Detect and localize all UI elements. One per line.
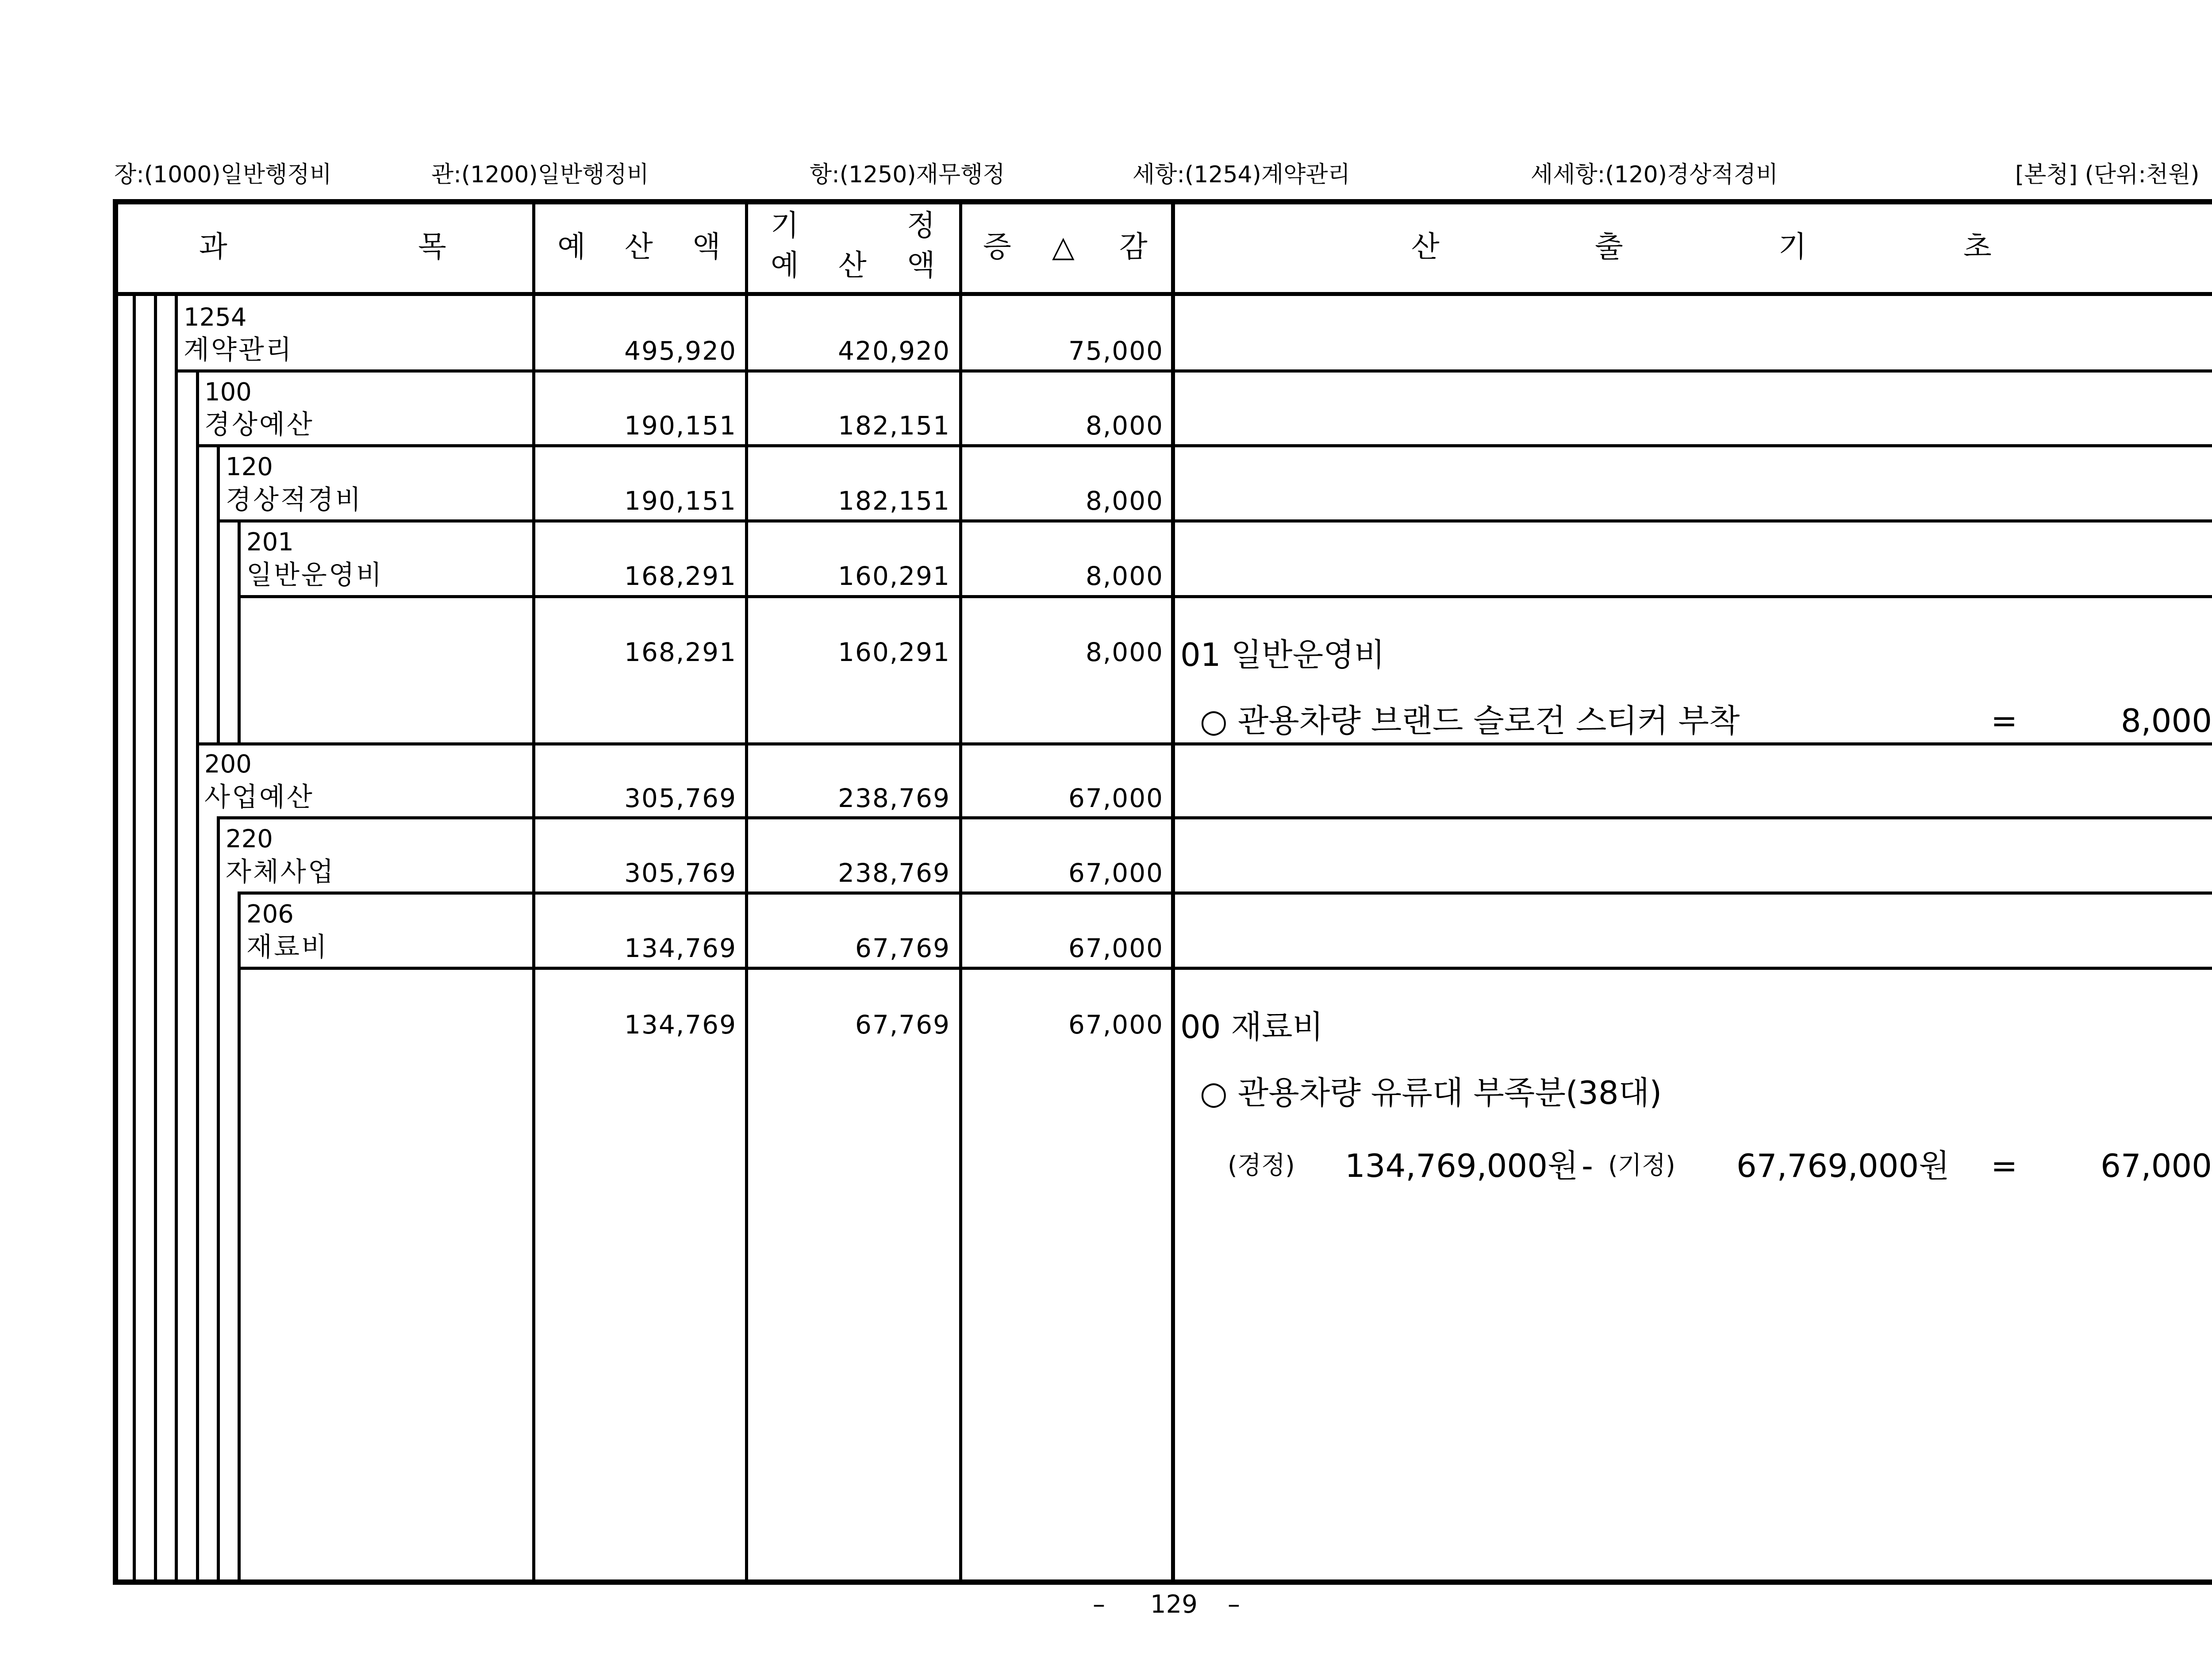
row-200-prior: 238,769 xyxy=(838,783,950,813)
col-basis-a: 산 xyxy=(1411,230,1440,264)
row-206-detail-prior: 67,769 xyxy=(855,1010,950,1040)
row-1254-code: 1254 xyxy=(184,303,247,332)
col-basis-b: 출 xyxy=(1595,230,1623,264)
indent-line-6a xyxy=(238,521,241,744)
col-basis-c: 기 xyxy=(1778,230,1807,264)
row-rule-8 xyxy=(238,967,2212,970)
basis-item1-line: ○ 관용차량 브랜드 슬로건 스티커 부착 xyxy=(1200,702,1740,739)
header-rule xyxy=(113,292,2212,296)
row-1254-diff: 75,000 xyxy=(1068,336,1164,366)
header-unit: [본청] (단위:천원) xyxy=(2015,161,2200,188)
row-120-prior: 182,151 xyxy=(838,486,950,516)
row-201-detail-diff: 8,000 xyxy=(1085,637,1164,667)
col-prior-a: 기 xyxy=(771,208,799,242)
indent-line-6b xyxy=(238,893,241,1585)
basis-item2-label1: (경정) xyxy=(1228,1151,1295,1180)
row-200-name: 사업예산 xyxy=(204,782,314,813)
col-subject-a: 과 xyxy=(199,230,227,264)
footer-dash-left: – xyxy=(1093,1590,1105,1619)
header-sehang: 세항:(1254)계약관리 xyxy=(1133,161,1350,188)
row-rule-1 xyxy=(175,369,2212,373)
col-budget-a: 예 xyxy=(557,230,586,264)
col-prior-c: 예 xyxy=(771,248,799,282)
row-100-budget: 190,151 xyxy=(624,411,737,441)
footer-dash-right: – xyxy=(1228,1590,1240,1619)
header-sesehang: 세세항:(120)경상적경비 xyxy=(1531,161,1778,188)
row-201-diff: 8,000 xyxy=(1085,561,1164,591)
row-220-prior: 238,769 xyxy=(838,858,950,888)
header-jang: 장:(1000)일반행정비 xyxy=(114,161,332,188)
header-gwan: 관:(1200)일반행정비 xyxy=(431,161,649,188)
basis-item1-title: 01 일반운영비 xyxy=(1180,636,1385,673)
row-201-prior: 160,291 xyxy=(838,561,950,591)
basis-item2-title: 00 재료비 xyxy=(1180,1008,1324,1045)
col-budget-b: 산 xyxy=(625,230,653,264)
row-220-name: 자체사업 xyxy=(226,857,335,888)
row-201-detail-prior: 160,291 xyxy=(838,637,950,667)
row-rule-2 xyxy=(196,444,2212,447)
basis-item2-value2: 67,769,000원 xyxy=(1736,1147,1950,1184)
indent-line-3 xyxy=(175,292,178,1585)
col-basis-d: 초 xyxy=(1963,230,1992,264)
col-diff-a: 증 xyxy=(983,230,1011,264)
row-200-code: 200 xyxy=(204,750,252,779)
row-rule-5 xyxy=(196,742,2212,745)
row-120-budget: 190,151 xyxy=(624,486,737,516)
col-prior-b: 정 xyxy=(907,208,935,242)
indent-line-5b xyxy=(217,818,220,1585)
col-subject-b: 목 xyxy=(418,230,446,264)
indent-line-2 xyxy=(154,292,157,1585)
row-120-name: 경상적경비 xyxy=(226,484,363,515)
row-1254-budget: 495,920 xyxy=(624,336,737,366)
row-200-diff: 67,000 xyxy=(1068,783,1164,813)
basis-item2-label2: (기정) xyxy=(1608,1151,1675,1180)
row-206-code: 206 xyxy=(246,900,294,929)
basis-item2-eq: = xyxy=(1991,1147,2018,1184)
basis-item2-amount: 67,000 xyxy=(2101,1147,2212,1184)
col-diff-c: 감 xyxy=(1119,230,1148,264)
indent-line-4 xyxy=(196,371,199,1585)
row-206-name: 재료비 xyxy=(246,932,329,963)
row-201-name: 일반운영비 xyxy=(246,560,384,591)
row-201-detail-budget: 168,291 xyxy=(624,637,737,667)
row-206-detail-budget: 134,769 xyxy=(624,1010,737,1040)
row-200-budget: 305,769 xyxy=(624,783,737,813)
row-rule-7 xyxy=(238,891,2212,895)
basis-item2-line: ○ 관용차량 유류대 부족분(38대) xyxy=(1200,1074,1662,1111)
row-100-diff: 8,000 xyxy=(1085,411,1164,441)
row-206-budget: 134,769 xyxy=(624,933,737,963)
row-100-name: 경상예산 xyxy=(204,409,314,440)
row-100-code: 100 xyxy=(204,378,252,407)
col-prior-e: 액 xyxy=(907,248,935,282)
row-206-detail-diff: 67,000 xyxy=(1068,1010,1164,1040)
col-budget-c: 액 xyxy=(692,230,721,264)
basis-item2-value1: 134,769,000원 xyxy=(1345,1147,1578,1184)
basis-item1-eq: = xyxy=(1991,702,2018,739)
indent-line-5a xyxy=(217,446,220,744)
page-number: 129 xyxy=(1150,1590,1198,1619)
row-220-budget: 305,769 xyxy=(624,858,737,888)
row-120-code: 120 xyxy=(226,453,273,481)
indent-line-1 xyxy=(133,292,136,1585)
row-1254-name: 계약관리 xyxy=(184,334,293,365)
row-1254-prior: 420,920 xyxy=(838,336,950,366)
row-220-diff: 67,000 xyxy=(1068,858,1164,888)
row-rule-6 xyxy=(217,816,2212,819)
basis-item2-minus: - xyxy=(1582,1147,1593,1184)
row-rule-4 xyxy=(238,595,2212,598)
col-diff-b: △ xyxy=(1052,230,1075,264)
col-prior-d: 산 xyxy=(838,248,867,282)
row-220-code: 220 xyxy=(226,825,273,853)
row-120-diff: 8,000 xyxy=(1085,486,1164,516)
basis-item1-amount: 8,000 xyxy=(2120,702,2212,739)
header-hang: 항:(1250)재무행정 xyxy=(810,161,1005,188)
row-206-diff: 67,000 xyxy=(1068,933,1164,963)
row-201-code: 201 xyxy=(246,528,294,557)
row-rule-3 xyxy=(217,519,2212,523)
row-201-budget: 168,291 xyxy=(624,561,737,591)
row-206-prior: 67,769 xyxy=(855,933,950,963)
row-100-prior: 182,151 xyxy=(838,411,950,441)
